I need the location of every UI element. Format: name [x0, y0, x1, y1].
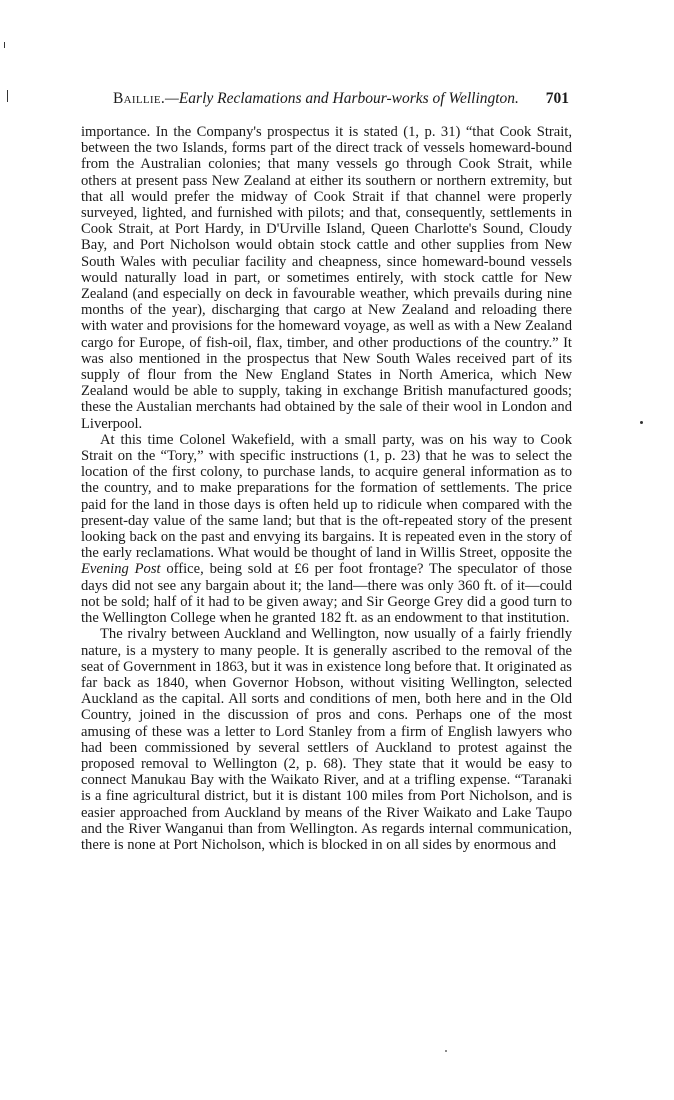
margin-mark	[4, 42, 5, 48]
margin-mark	[7, 90, 8, 102]
running-header	[113, 90, 569, 112]
body-text	[81, 124, 572, 853]
paragraph-3: The rivalry between Auckland and Wellington, now usually of a fairly friendly nature, is a mystery to many people. It is generally ascribed to the removal of the seat of Government in 1863, but it was in existence long before that. It originated as far back as 1840, when Governor Hobson, without visiting Wellington, selected Auckland as the capital. All sorts and conditions of men, both here and in the Old Country, joined in the discussion of pros and cons. Perhaps one of the most amusing of these was a letter to Lord Stanley from a firm of English lawyers who had been commissioned by several settlers of Auckland to protest against the proposed removal to Wellington (2, p. 68). They state that it would be easy to connect Manukau Bay with the Waikato River, and at a trifling expense. “Taranaki is a fine agricultural district, but it is distant 100 miles from Port Nicholson, and is easier approached from Auckland by means of the River Waikato and Lake Taupo and the River Wanganui than from Wellington. As regards internal communication, there is none at Port Nicholson, which is blocked in on all sides by enormous and	[81, 626, 572, 853]
margin-dot	[640, 421, 643, 424]
margin-dot	[445, 1050, 447, 1052]
page-number: 701	[545, 90, 569, 107]
running-title	[113, 90, 519, 108]
header-author: Baillie.	[113, 90, 166, 107]
paragraph-2-part-1: At this time Colonel Wakefield, with a small party, was on his way to Cook Strait on the “Tory,” with specific instructions (1, p. 23) that he was to select the location of the first colony, to purchase lands, to acquire general information as to the country, and to make preparations for the formation of settlements. The price paid for the land in those days is often held up to ridicule when compared with the present-day value of the same land; but that is the oft-repeated story of the present looking back on the past and envying its bargains. It is repeated even in the story of the early reclamations. What would be thought of land in Willis Street, opposite the	[81, 431, 572, 562]
paragraph-1: importance. In the Company's prospectus it is stated (1, p. 31) “that Cook Strait, between the two Islands, forms part of the direct track of vessels homeward-bound from the Australian colonies; that many vessels go through Cook Strait, while others at present pass New Zealand at either its southern or northern extremity, but that all would prefer the midway of Cook Strait if that channel were properly surveyed, lighted, and furnished with pilots; and that, consequently, settlements in Cook Strait, at Port Hardy, in D'Urville Island, Queen Charlotte's Sound, Cloudy Bay, and Port Nicholson would obtain stock cattle and other supplies from New South Wales with peculiar facility and cheapness, since homeward-bound vessels would naturally load in part, or sometimes entirely, with stock cattle for New Zealand (and especially on deck in favourable weather, which prevails during nine months of the year), discharging that cargo at New Zealand and reloading there with water and provisions for the homeward voyage, as well as with a New Zealand cargo for Europe, of fish-oil, flax, timber, and other productions of the country.” It was also mentioned in the prospectus that New South Wales received part of its supply of flour from the New England States in North America, which New Zealand would be able to supply, taking in exchange British manufactured goods; these the Austalian merchants had obtained by the sale of their wool in London and Liverpool.	[81, 124, 572, 432]
header-title: —Early Reclamations and Harbour-works of Wellington.	[165, 90, 519, 107]
paragraph-2	[81, 432, 572, 626]
newspaper-name: Evening Post	[81, 561, 161, 578]
paragraph-2-part-2: office, being sold at £6 per foot frontage? The speculator of those days did not see any bargain about it; the land—there was only 360 ft. of it—could not be sold; half of it had to be given away; and Sir George Grey did a good turn to the Wellington College when he granted 182 ft. as an endowment to that institution.	[81, 561, 572, 627]
